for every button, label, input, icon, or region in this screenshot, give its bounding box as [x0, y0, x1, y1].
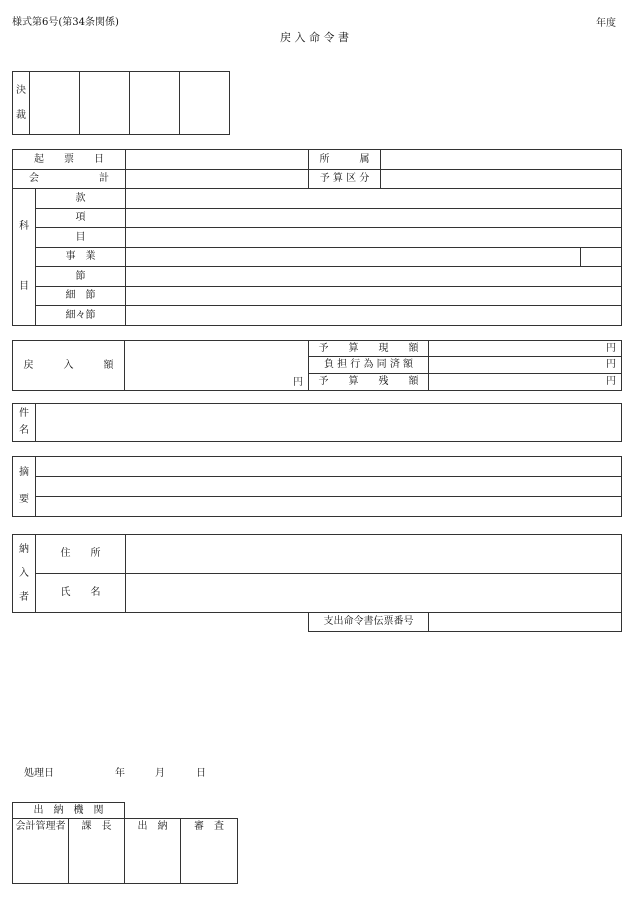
- subject-jigyou-code-field[interactable]: [581, 248, 622, 267]
- approval-table: [12, 71, 230, 135]
- payer-name-label: 氏 名: [36, 574, 126, 613]
- budget-current-field[interactable]: 円: [429, 341, 622, 357]
- subject-moku-label: 目: [36, 228, 126, 248]
- voucher-number-field[interactable]: [429, 613, 622, 632]
- subject-setsu-label: 節: [36, 267, 126, 287]
- accounting-field[interactable]: [126, 170, 309, 189]
- processing-year-label: 年: [115, 768, 125, 779]
- page-title: 戻 入 命 令 書: [280, 31, 349, 44]
- refund-amount-field[interactable]: [125, 341, 309, 391]
- processing-date-label: 処理日: [24, 768, 54, 779]
- summary-line-field[interactable]: [36, 477, 622, 497]
- payer-address-label: 住 所: [36, 535, 126, 574]
- subject-name-field[interactable]: [36, 404, 622, 442]
- burden-settled-field[interactable]: 円: [429, 357, 622, 374]
- subject-jigyou-field[interactable]: [126, 248, 581, 267]
- disbursement-header-table: [12, 802, 125, 819]
- voucher-table: [308, 612, 622, 632]
- budget-current-label: 予 算 現 額: [309, 341, 429, 357]
- summary-label: 摘 要: [13, 457, 36, 517]
- department-field[interactable]: [381, 150, 622, 170]
- refund-amount-label: 戻 入 額: [13, 341, 125, 391]
- disbursement-col-audit[interactable]: 審 査: [181, 819, 238, 884]
- approval-label: 決 裁: [13, 72, 30, 135]
- disbursement-header: 出 納 機 関: [13, 803, 125, 819]
- approval-stamp-cell[interactable]: [130, 72, 180, 135]
- subject-setsu-field[interactable]: [126, 267, 622, 287]
- subject-saisetsu-field[interactable]: [126, 287, 622, 306]
- subject-name-label: 件 名: [13, 404, 36, 442]
- payer-address-field[interactable]: [126, 535, 622, 574]
- summary-table: [12, 456, 622, 517]
- disbursement-col-section-chief[interactable]: 課 長: [69, 819, 125, 884]
- disbursement-col-accounting-manager[interactable]: 会計管理者: [13, 819, 69, 884]
- budget-remaining-label: 予 算 残 額: [309, 374, 429, 391]
- voucher-number-label: 支出命令書伝票番号: [309, 613, 429, 632]
- summary-line-field[interactable]: [36, 497, 622, 517]
- subject-kan-label: 款: [36, 189, 126, 209]
- budget-category-field[interactable]: [381, 170, 622, 189]
- payer-table: [12, 534, 622, 613]
- processing-month-label: 月: [155, 768, 165, 779]
- accounting-label: 会 計: [13, 170, 126, 189]
- subject-jigyou-label: 事 業: [36, 248, 126, 267]
- main-info-table: [12, 149, 622, 326]
- payer-name-field[interactable]: [126, 574, 622, 613]
- fiscal-year-label: 年度: [596, 18, 616, 29]
- subject-name-table: [12, 403, 622, 442]
- subject-kou-label: 項: [36, 209, 126, 228]
- draft-date-field[interactable]: [126, 150, 309, 170]
- approval-stamp-cell[interactable]: [180, 72, 230, 135]
- subject-saisetsu-label: 細 節: [36, 287, 126, 306]
- subject-kou-field[interactable]: [126, 209, 622, 228]
- subject-moku-field[interactable]: [126, 228, 622, 248]
- subject-saisaisetsu-label: 細々節: [36, 306, 126, 326]
- burden-settled-label: 負 担 行 為 同 済 額: [309, 357, 429, 374]
- subject-kan-field[interactable]: [126, 189, 622, 209]
- amount-table: [12, 340, 622, 391]
- approval-stamp-cell[interactable]: [30, 72, 80, 135]
- form-number: 様式第6号(第34条関係): [12, 17, 119, 28]
- approval-stamp-cell[interactable]: [80, 72, 130, 135]
- draft-date-label: 起 票 日: [13, 150, 126, 170]
- subject-saisaisetsu-field[interactable]: [126, 306, 622, 326]
- department-label: 所 属: [309, 150, 381, 170]
- refund-amount-yen: 円: [293, 377, 303, 388]
- disbursement-col-treasurer[interactable]: 出 納: [125, 819, 181, 884]
- payer-label: 納 入 者: [13, 535, 36, 613]
- summary-line-field[interactable]: [36, 457, 622, 477]
- budget-category-label: 予 算 区 分: [309, 170, 381, 189]
- budget-remaining-field[interactable]: 円: [429, 374, 622, 391]
- subject-label: 科 目: [13, 189, 36, 326]
- processing-day-label: 日: [196, 768, 206, 779]
- disbursement-table: [12, 818, 238, 884]
